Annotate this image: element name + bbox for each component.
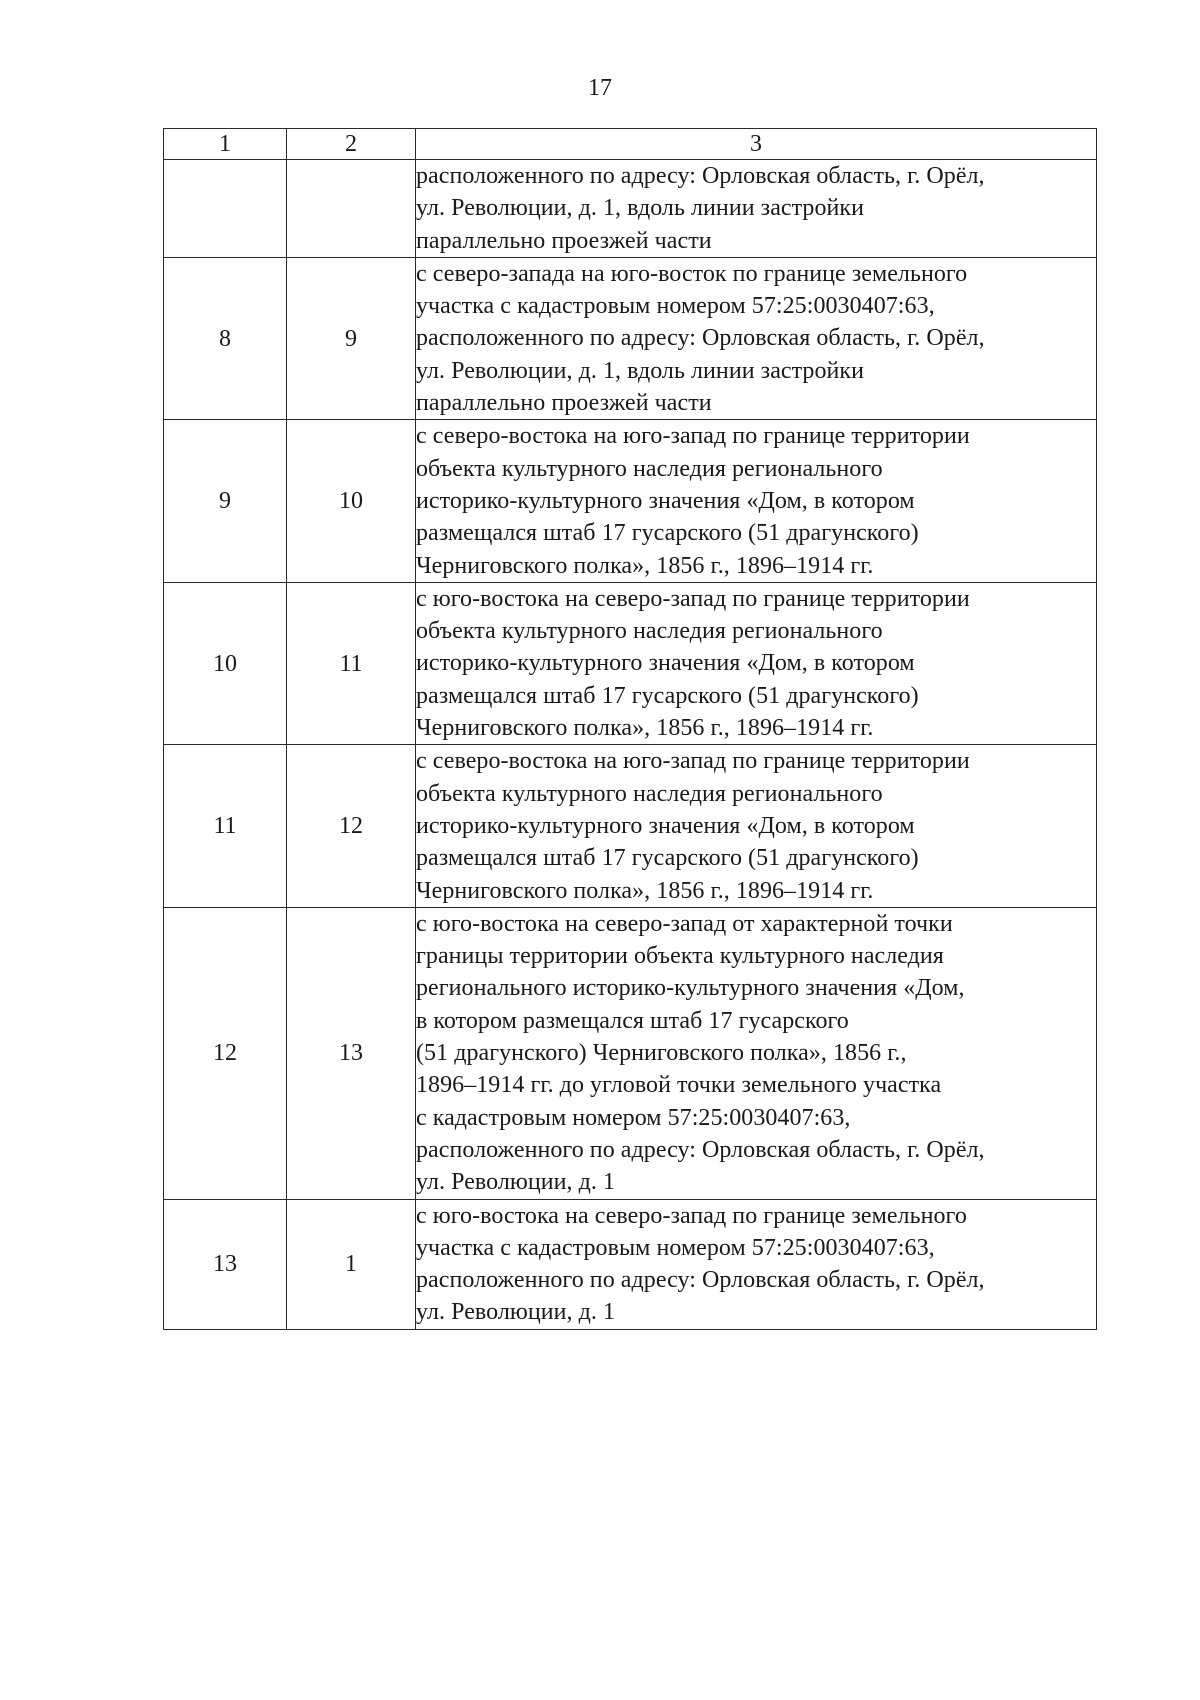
boundary-description: расположенного по адресу: Орловская область, г. Орёл, ул. Революции, д. 1, вдоль линии застройки параллельно проезжей части <box>416 160 1097 258</box>
from-point: 11 <box>164 745 287 907</box>
boundary-table <box>163 128 1097 1330</box>
to-point: 1 <box>287 1199 416 1329</box>
to-point: 11 <box>287 582 416 744</box>
to-point: 9 <box>287 257 416 419</box>
column-header-1: 1 <box>164 129 287 160</box>
from-point <box>164 160 287 258</box>
table-row <box>164 257 1097 419</box>
table-row <box>164 420 1097 582</box>
boundary-description: с северо-запада на юго-восток по границе земельного участка с кадастровым номером 57:25:0030407:63, расположенного по адресу: Орловская область, г. Орёл, ул. Революции, д. 1, вдоль линии застройки параллельно проезжей части <box>416 257 1097 419</box>
table-row <box>164 582 1097 744</box>
boundary-description: с юго-востока на северо-запад от характерной точки границы территории объекта культурного наследия регионального историко-культурного значения «Дом, в котором размещался штаб 17 гусарского (51 драгунского) Черниговского полка», 1856 г., 1896–1914 гг. до угловой точки земельного участка с кадастровым номером 57:25:0030407:63, расположенного по адресу: Орловская область, г. Орёл, ул. Революции, д. 1 <box>416 907 1097 1199</box>
to-point: 10 <box>287 420 416 582</box>
boundary-description: с юго-востока на северо-запад по границе земельного участка с кадастровым номером 57:25:0030407:63, расположенного по адресу: Орловская область, г. Орёл, ул. Революции, д. 1 <box>416 1199 1097 1329</box>
to-point: 12 <box>287 745 416 907</box>
boundary-description: с северо-востока на юго-запад по границе территории объекта культурного наследия регионального историко-культурного значения «Дом, в котором размещался штаб 17 гусарского (51 драгунского) Черниговского полка», 1856 г., 1896–1914 гг. <box>416 420 1097 582</box>
table-body <box>164 160 1097 1330</box>
from-point: 9 <box>164 420 287 582</box>
table-row <box>164 160 1097 258</box>
to-point: 13 <box>287 907 416 1199</box>
boundary-description: с юго-востока на северо-запад по границе территории объекта культурного наследия регионального историко-культурного значения «Дом, в котором размещался штаб 17 гусарского (51 драгунского) Черниговского полка», 1856 г., 1896–1914 гг. <box>416 582 1097 744</box>
table-row <box>164 745 1097 907</box>
table-row <box>164 907 1097 1199</box>
column-header-2: 2 <box>287 129 416 160</box>
table-header <box>164 129 1097 160</box>
table-row <box>164 1199 1097 1329</box>
from-point: 13 <box>164 1199 287 1329</box>
to-point <box>287 160 416 258</box>
header-row <box>164 129 1097 160</box>
from-point: 10 <box>164 582 287 744</box>
page-number: 17 <box>588 75 612 101</box>
boundary-description: с северо-востока на юго-запад по границе территории объекта культурного наследия регионального историко-культурного значения «Дом, в котором размещался штаб 17 гусарского (51 драгунского) Черниговского полка», 1856 г., 1896–1914 гг. <box>416 745 1097 907</box>
column-header-3: 3 <box>416 129 1097 160</box>
from-point: 12 <box>164 907 287 1199</box>
from-point: 8 <box>164 257 287 419</box>
